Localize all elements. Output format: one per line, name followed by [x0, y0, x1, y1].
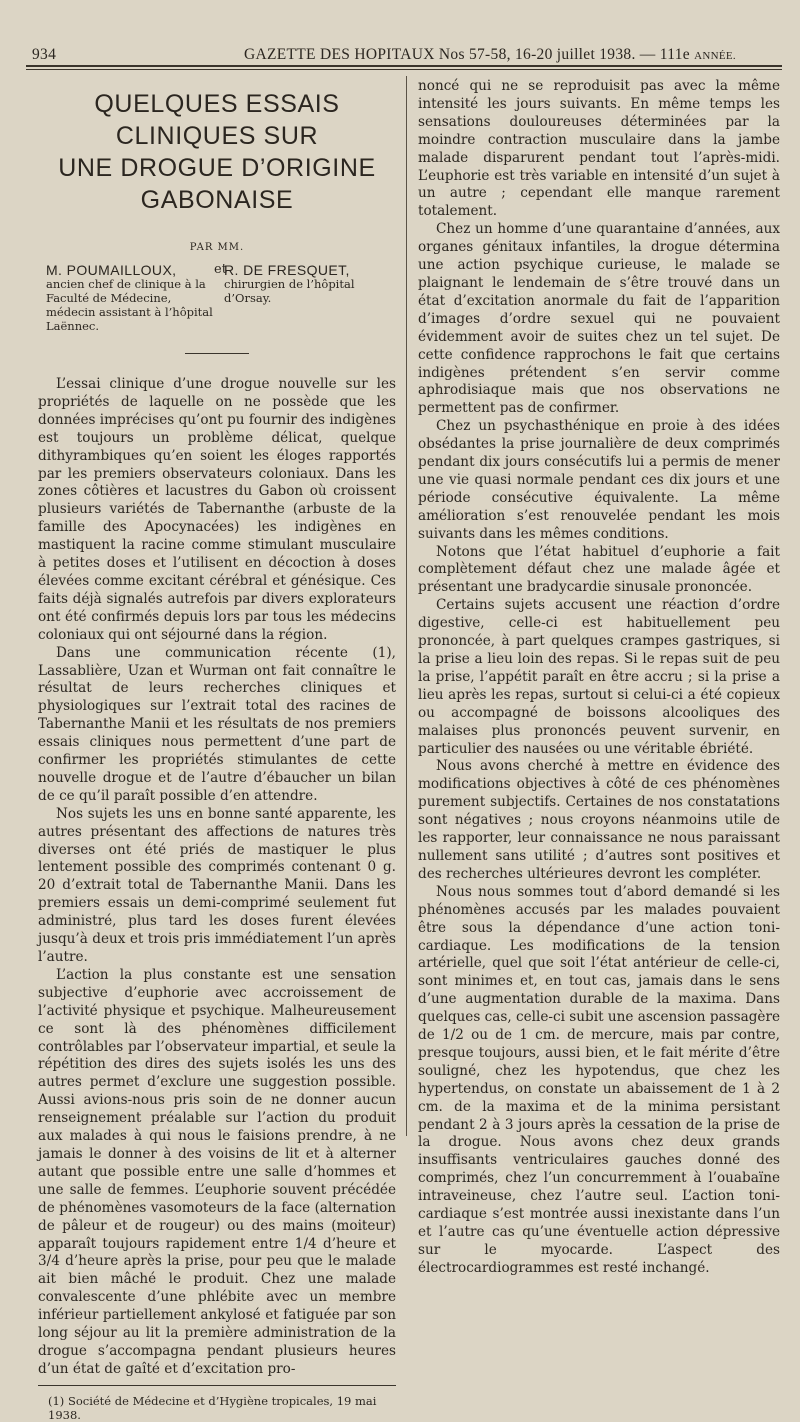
left-column — [38, 78, 396, 1422]
title-line-2: UNE DROGUE D’ORIGINE GABONAISE — [58, 154, 376, 214]
body-paragraph: Chez un psychasthénique en proie à des idées obsédantes la prise journalière de deux comprimés pendant dix jours consécutifs lui a permis de mener une vie quasi normale pendant ces dix jours et une période consécutive équivalente. La même amélioration s’est renouvelée pendant les mois suivants dans les mêmes conditions. — [418, 418, 780, 542]
right-column — [418, 78, 780, 1278]
page-number: 934 — [32, 46, 57, 63]
footnote: (1) Société de Médecine et d’Hygiène tropicales, 19 mai 1938. — [48, 1393, 377, 1422]
header-rule-thick — [26, 65, 782, 67]
running-head — [244, 46, 736, 64]
body-paragraph: L’essai clinique d’une drogue nouvelle sur les propriétés de laquelle on ne possède que les données imprécises qu’ont pu fournir des indigènes est toujours un problème délicat, quelque dithyrambiques qu’en soient les éloges rapportés par les premiers observateurs coloniaux. Dans les zones côtières et lacustres du Gabon où croissent plusieurs variétés de Tabernanthe (arbuste de la famille des Apocynacées) les indigènes en mastiquent la racine comme stimulant musculaire à petites doses et l’utilisent en décoction à doses élevées comme excitant cérébral et génésique. Ces faits déjà signalés autrefois par divers explorateurs ont été confirmés depuis lors par tous les médecins coloniaux qui ont séjourné dans la région. — [38, 376, 396, 643]
author-2-role: chirurgien de l’hôpital d’Orsay. — [224, 277, 355, 305]
column-divider — [406, 76, 407, 1136]
byline-par: PAR MM. — [189, 242, 245, 253]
body-paragraph: Chez un homme d’une quarantaine d’années, aux organes génitaux infantiles, la drogue détermina une action psychique curieuse, le malade se plaignant le lendemain de s’être trouvé dans un état d’excitation anormale du fait de l’apparition d’images d’ordre sexuel qui ne pouvaient évidemment avoir de suites chez un tel sujet. De cette confidence rapprochons le fait que certains indigènes prétendent s’en servir comme aphrodisiaque mais que nos observations ne permettent pas de confirmer. — [418, 221, 780, 417]
header-rule-thin — [26, 69, 782, 70]
author-2 — [224, 263, 394, 305]
body-paragraph: Notons que l’état habituel d’euphorie a fait complètement défaut chez une malade âgée et présentant une bradycardie sinusale prononcée. — [418, 543, 780, 596]
footnote-rule — [38, 1385, 396, 1386]
body-paragraph: Nous avons cherché à mettre en évidence des modifications objectives à côté de ces phénomènes purement subjectifs. Certaines de nos constatations sont négatives ; nous croyons néanmoins utile de les rapporter, leur connaissance ne nous paraissant nullement sans utilité ; d’autres sont positives et des recherches ultérieures devront les compléter. — [418, 758, 780, 882]
author-1-role: ancien chef de clinique à la Faculté de Médecine, médecin assistant à l’hôpital Laënnec. — [46, 277, 213, 333]
body-paragraph: Certains sujets accusent une réaction d’ordre digestive, celle-ci est habituellement peu prononcée, à part quelques crampes gastriques, si la prise a lieu loin des repas. Si le repas suit de peu la prise, l’appétit paraît en être accru ; si la prise a lieu après les repas, surtout si celui-ci a été copieux ou accompagné de boissons alcooliques des malaises plus prononcés peuvent survenir, en particulier des nausées ou une véritable ébriété. — [418, 597, 780, 757]
author-2-name: R. DE FRESQUET, — [224, 262, 350, 278]
body-paragraph: noncé qui ne se reproduisit pas avec la même intensité les jours suivants. En même temps les sensations douloureuses déterminées par la moindre contraction musculaire dans la jambe malade disparurent pendant tout l’après-midi. L’euphorie est très variable en intensité d’un sujet à un autre ; cependant elle manque rarement totalement. — [418, 78, 780, 220]
title-separator — [185, 353, 249, 354]
body-paragraph: Dans une communication récente (1), Lassablière, Uzan et Wurman ont fait connaître le résultat de leurs recherches cliniques et physiologiques sur l’extrait total des racines de Tabernanthe Manii et les résultats de nos premiers essais cliniques nous permettent d’une part de confirmer les propriétés stimulantes de cette nouvelle drogue et de l’autre d’ébaucher un bilan de ce qu’il paraît possible d’en attendre. — [38, 644, 396, 804]
authors-block — [38, 263, 396, 335]
author-1-name: M. POUMAILLOUX, — [46, 262, 177, 278]
article-title — [38, 88, 396, 216]
body-paragraph: Nos sujets les uns en bonne santé apparente, les autres présentant des affections de natures très diverses ont été priés de mastiquer le plus lentement possible des comprimés contenant 0 g. 20 d’extrait total de Tabernanthe Manii. Dans les premiers essais un demi-comprimé seulement fut administré, plus tard les doses furent élevées jusqu’à deux et trois pris immédiatement l’un après l’autre. — [38, 805, 396, 965]
running-header — [26, 44, 780, 66]
title-line-1: QUELQUES ESSAIS CLINIQUES SUR — [94, 90, 340, 150]
running-head-year: ANNÉE. — [694, 50, 736, 62]
author-1 — [46, 263, 221, 333]
running-head-text: GAZETTE DES HOPITAUX Nos 57-58, 16-20 juillet 1938. — 111e — [244, 46, 695, 63]
body-paragraph: Nous nous sommes tout d’abord demandé si les phénomènes accusés par les malades pouvaient être sous la dépendance d’une action toni-cardiaque. Les modifications de la tension artérielle, quel que soit l’état antérieur de celle-ci, sont minimes et, en tout cas, jamais dans le sens d’une augmentation durable de la maxima. Dans quelques cas, celle-ci subit une ascension passagère de 1/2 ou de 1 cm. de mercure, mais par contre, presque toujours, aussi bien, et le fait mérite d’être souligné, chez les hypotendus, que chez les hypertendus, on constate un abaissement de 1 à 2 cm. de la maxima et de la minima persistant pendant 2 à 3 jours après la cessation de la prise de la drogue. Nous avons chez deux grands insuffisants ventriculaires gauches donné des comprimés, chez l’un concurremment à l’ouabaïne intraveineuse, chez l’autre seul. L’action toni-cardiaque s’est montrée aussi inexistante dans l’un et l’autre cas qu’une éventuelle action dépressive sur le myocarde. L’aspect des électrocardiogrammes est resté inchangé. — [418, 883, 780, 1276]
author-conjunction: et — [214, 262, 227, 277]
body-paragraph: L’action la plus constante est une sensation subjective d’euphorie avec accroissement de l’activité physique et psychique. Malheureusement ce sont là des phénomènes difficilement contrôlables par l’observateur impartial, et seule la répétition des dires des sujets isolés les uns des autres permet d’exclure une suggestion possible. Aussi avions-nous pris soin de ne donner aucun renseignement préalable sur l’action du produit aux malades à qui nous le faisions prendre, à ne jamais le donner à des voisins de lit et à alterner autant que possible entre une salle d’hommes et une salle de femmes. L’euphorie souvent précédée de phénomènes vasomoteurs de la face (alternation de pâleur et de rougeur) ou des mains (moiteur) apparaît toujours rapidement entre 1/4 d’heure et 3/4 d’heure après la prise, pour peu que le malade ait bien mâché le produit. Chez une malade convalescente d’une phlébite avec un membre inférieur partiellement ankylosé et fatiguée par son long séjour au lit la première administration de la drogue s’accompagna pendant plusieurs heures d’un état de gaîté et d’excitation pro- — [38, 966, 396, 1377]
